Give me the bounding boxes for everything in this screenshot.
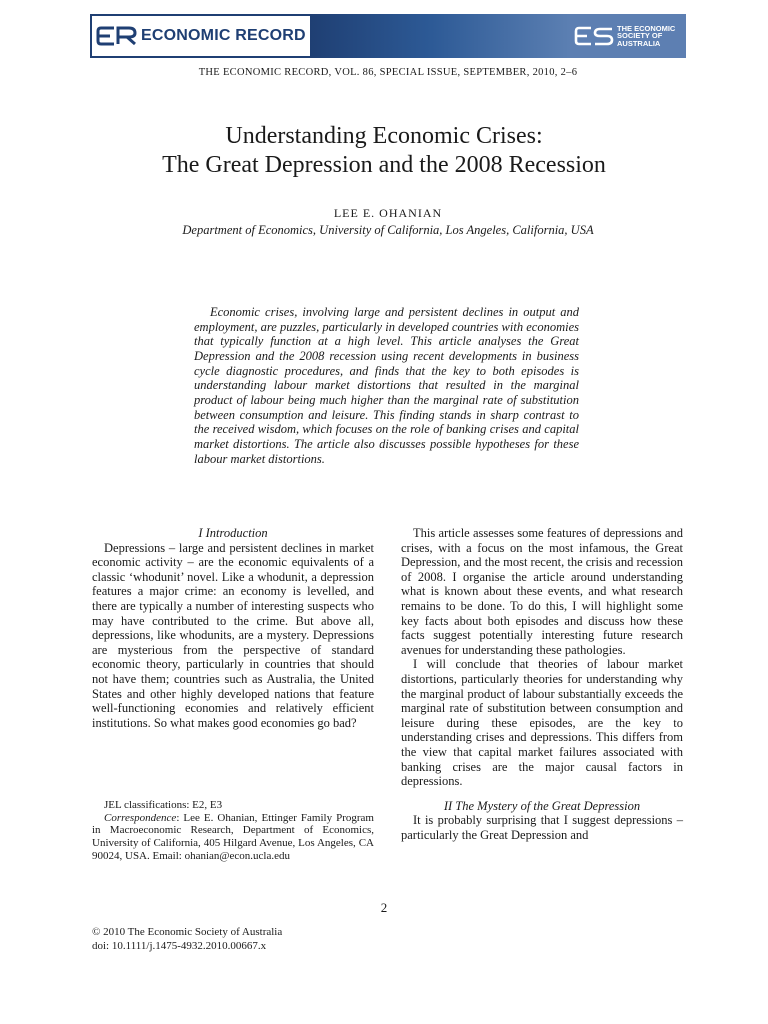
correspondence-text: : Lee E. Ohanian, Ettinger Family Program in Macroeconomic Research, Department of Economics, University of California, 405 Hilgard Avenue, Los Angeles, CA 90024, USA. Email: ohanian@econ.ucla.edu	[92, 811, 374, 862]
society-name-line: THE ECONOMIC	[617, 23, 676, 33]
copyright-notice: © 2010 The Economic Society of Australia	[92, 926, 283, 938]
society-brand	[570, 14, 686, 58]
jel-classifications: JEL classifications: E2, E3	[104, 799, 223, 811]
author-name: LEE E. OHANIAN	[333, 206, 443, 220]
page-number: 2	[380, 900, 388, 915]
article-title	[60, 122, 708, 180]
author-affiliation: Department of Economics, University of California, Los Angeles, California, USA	[182, 223, 594, 237]
left-column	[92, 526, 374, 730]
correspondence-note	[92, 812, 374, 863]
paragraph: Depressions – large and persistent declines in market economic activity – are the economic equivalents of a classic ‘whodunit’ novel. Like a whodunit, a depression features a major crime: an economy is levelled, and there are typically a number of interesting suspects who may have contributed to the crime. But above all, depressions, like whodunits, are a mystery. Depressions are mysterious from the perspective of standard economic theory, particularly in countries that should not have them; countries such as Australia, the United States and other highly developed nations that feature well-functioning economies and relatively efficient institutions. So what makes good economies go bad?	[92, 540, 374, 730]
paragraph: I will conclude that theories of labour market distortions, particularly theories for understanding why the marginal product of labour substantially exceeds the marginal rate of substitution between consumption and leisure during these episodes, are the key to understanding crises and depressions. This differs from the view that capital market failures associated with banking crises are the major causal factors in depressions.	[401, 657, 683, 789]
title-line: Understanding Economic Crises:	[225, 123, 543, 149]
doi: doi: 10.1111/j.1475-4932.2010.00667.x	[92, 939, 267, 952]
es-logo-icon	[574, 25, 614, 47]
banner-gradient	[310, 14, 580, 58]
abstract: Economic crises, involving large and persistent declines in output and employment, are puzzles, particularly in developed countries with economies that typically function at a high level. This article analyses the Great Depression and the 2008 recession using recent developments in business cycle diagnostic procedures, and finds that the key to both episodes is understanding labour market distortions that resulted in the marginal product of labour being much higher than the marginal rate of substitution between consumption and leisure. This finding stands in sharp contrast to the received wisdom, which focuses on the role of banking crises and capital market distortions. The article also discusses possible hypotheses for these labour market distortions.	[194, 305, 579, 466]
correspondence-label: Correspondence	[104, 811, 177, 824]
er-logo-icon	[96, 25, 138, 47]
society-name-line: SOCIETY OF	[617, 31, 663, 41]
paragraph: This article assesses some features of depressions and crises, with a focus on the most infamous, the Great Depression, and the most recent, the crisis and recession of 2008. I organise the article around understanding what is known about these events, and what research remains to be done. To do this, I will highlight some key facts about both episodes and discuss how these facts suggest potentially interesting future research avenues for understanding these pathologies.	[401, 526, 683, 657]
copyright-block	[92, 926, 282, 953]
title-line: The Great Depression and the 2008 Recession	[162, 152, 606, 178]
society-name	[617, 25, 679, 48]
journal-citation: THE ECONOMIC RECORD, VOL. 86, SPECIAL ISSUE, SEPTEMBER, 2010, 2–6	[198, 67, 578, 78]
journal-brand	[92, 16, 310, 56]
paragraph: It is probably surprising that I suggest depressions – particularly the Great Depression and	[401, 813, 683, 842]
society-name-line: AUSTRALIA	[617, 38, 661, 48]
journal-name: ECONOMIC RECORD	[141, 27, 306, 44]
section-heading-great-depression: II The Mystery of the Great Depression	[443, 798, 641, 813]
footnotes	[92, 799, 374, 863]
right-column	[401, 526, 683, 842]
section-heading-introduction: I Introduction	[198, 526, 268, 540]
